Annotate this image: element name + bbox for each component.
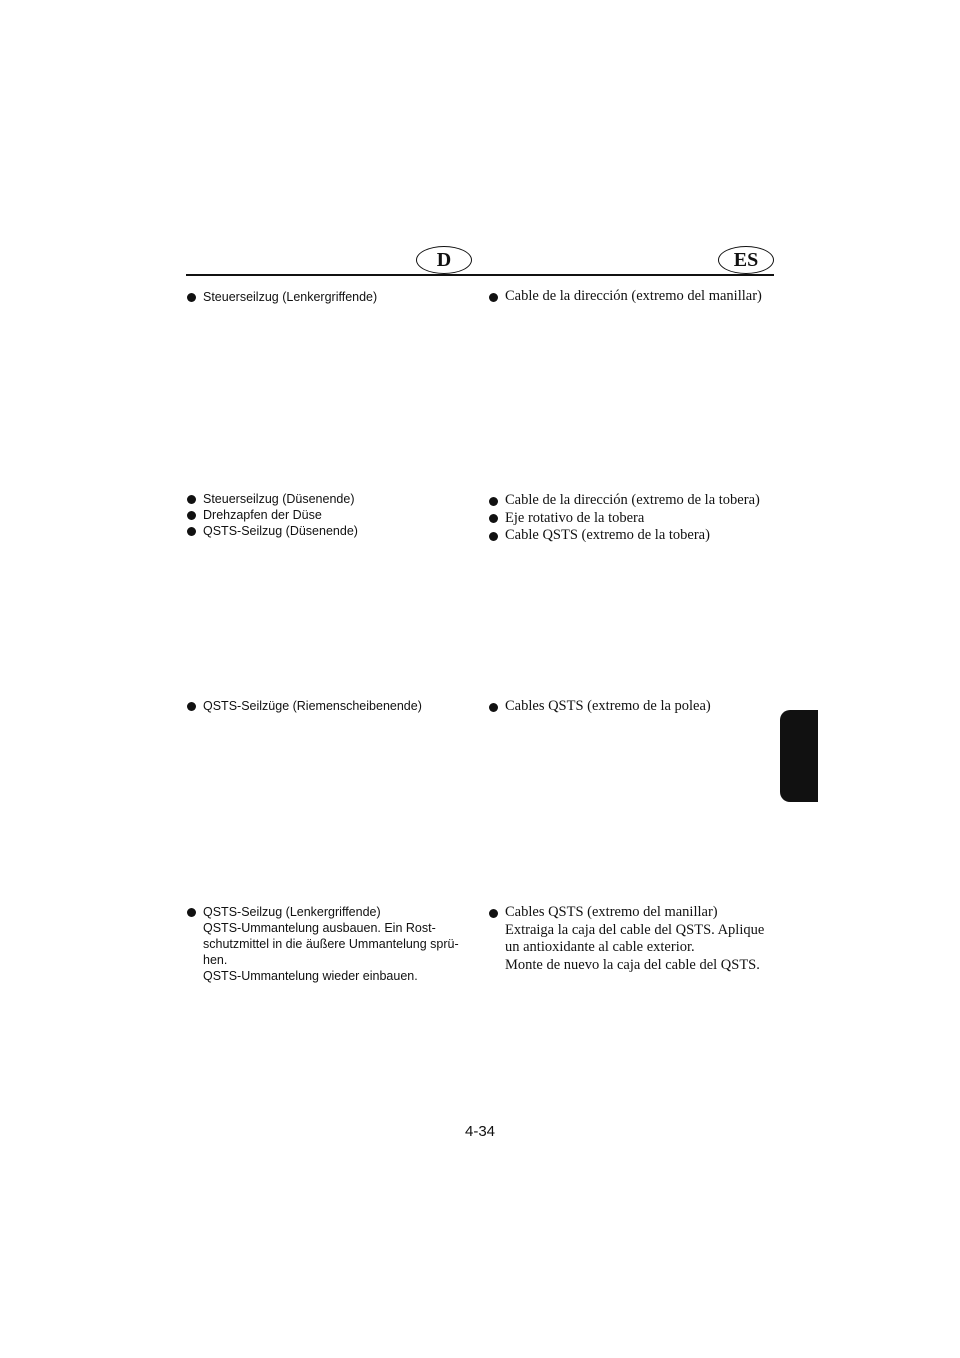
item-text: Cable de la dirección (extremo del manillar) [505,288,762,304]
list-item [187,289,469,305]
list-item [489,288,774,306]
item-text: Cable QSTS (extremo de la tobera) [505,527,710,543]
paragraph-line: QSTS-Ummantelung ausbauen. Ein Rost- [203,921,436,935]
paragraph-line: QSTS-Ummantelung wieder einbauen. [203,969,418,983]
item-text: Cable de la dirección (extremo de la tobera) [505,492,760,508]
list-item [489,698,774,716]
header-rule [186,274,774,276]
bullet-icon [489,497,498,506]
section-4-de [187,904,469,984]
list-item [187,523,469,539]
list-item [489,492,774,510]
bullet-icon [187,908,196,917]
bullet-icon [489,532,498,541]
list-item [187,698,469,714]
item-text: QSTS-Seilzug (Düsenende) [203,524,358,538]
page-number: 4-34 [464,1123,496,1140]
list-item [489,904,774,922]
paragraph-line: hen. [203,953,228,967]
section-4-es [489,904,774,974]
item-text: Steuerseilzug (Lenkergriffende) [203,290,378,304]
bullet-icon [187,293,196,302]
list-item [187,904,469,920]
section-2-de [187,491,469,539]
bullet-icon [187,495,196,504]
bullet-icon [187,702,196,711]
section-3-es [489,698,774,716]
paragraph-line: Monte de nuevo la caja del cable del QSTS. [505,956,760,973]
list-item [187,507,469,523]
paragraph-line: un antioxidante al cable exterior. [505,939,695,955]
instruction-paragraph [489,922,774,975]
item-text: QSTS-Seilzüge (Riemenscheibenende) [203,699,422,713]
paragraph-line: schutzmittel in die äußere Ummantelung sprü- [203,937,459,951]
item-text: Cables QSTS (extremo del manillar) [505,904,718,920]
bullet-icon [489,909,498,918]
item-text: Drehzapfen der Düse [203,508,322,522]
section-1-de [187,289,469,305]
list-item [489,527,774,545]
item-text: Eje rotativo de la tobera [505,509,645,526]
list-item [187,491,469,507]
list-item [489,510,774,528]
section-2-es [489,492,774,545]
language-badge-de: D [416,246,472,274]
paragraph-line: Extraiga la caja del cable del QSTS. Aplique [505,921,765,938]
bullet-icon [187,527,196,536]
bullet-icon [489,703,498,712]
item-text: Cables QSTS (extremo de la polea) [505,698,711,714]
bullet-icon [489,293,498,302]
bullet-icon [489,514,498,523]
language-badge-es: ES [718,246,774,274]
section-1-es [489,288,774,306]
instruction-paragraph [187,920,469,984]
item-text: Steuerseilzug (Düsenende) [203,492,355,506]
chapter-tab [780,710,818,802]
item-text: QSTS-Seilzug (Lenkergriffende) [203,905,381,919]
section-3-de [187,698,469,714]
bullet-icon [187,511,196,520]
